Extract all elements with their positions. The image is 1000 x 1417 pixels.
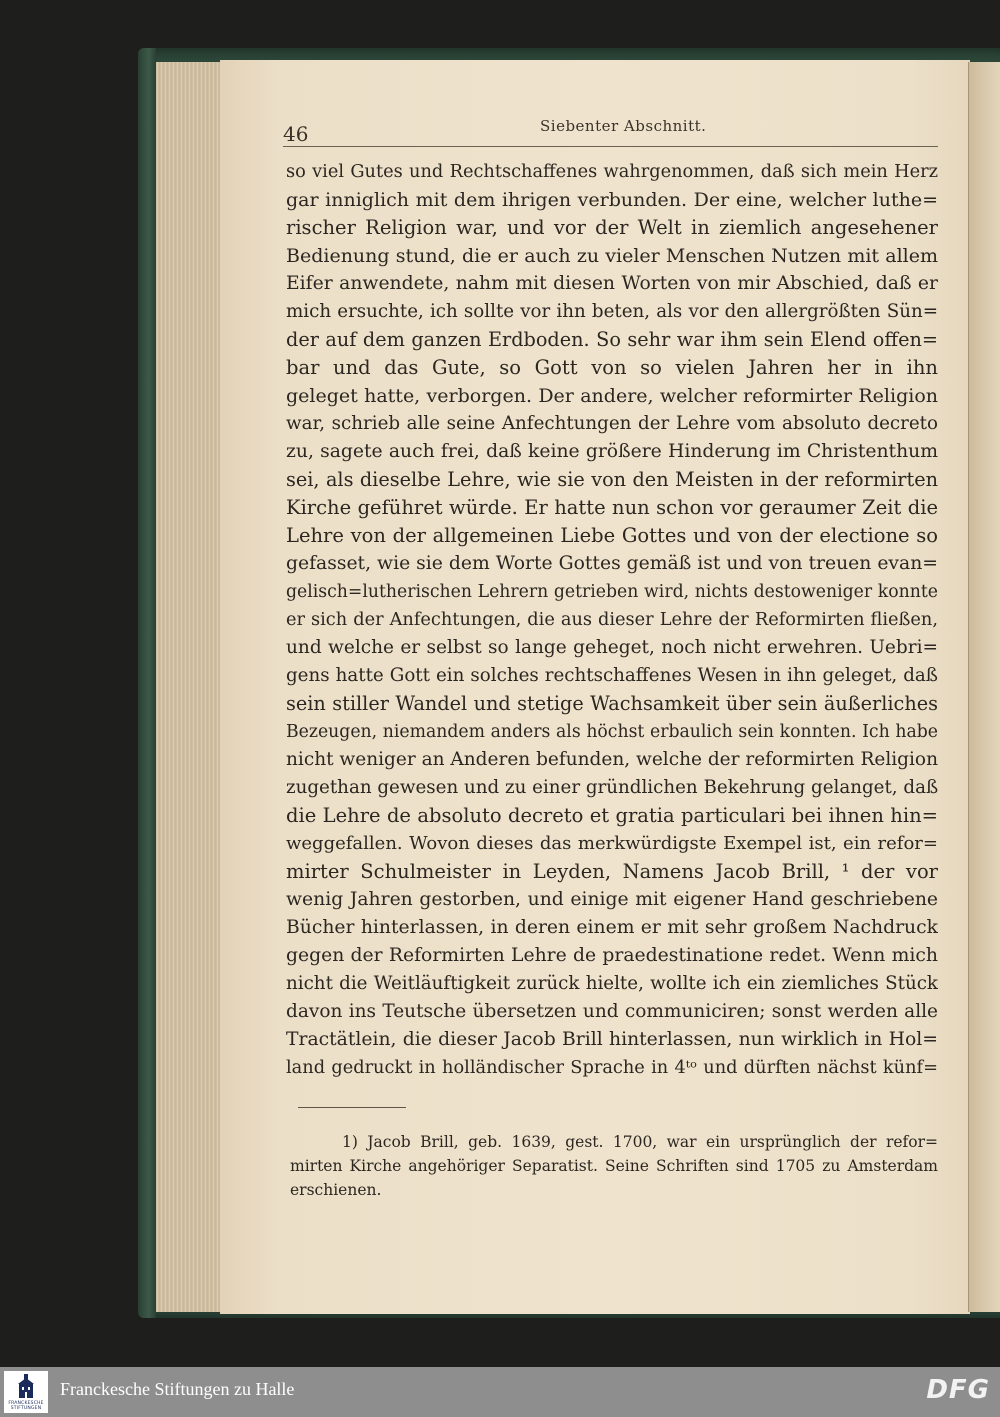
viewer-footer (0, 1367, 1000, 1417)
page-stack-edge (156, 62, 222, 1312)
dfg-logo[interactable]: DFG (926, 1375, 990, 1405)
text-line: er sich der Anfechtungen, die aus dieser Lehre der Reformirten fließen, (286, 610, 938, 630)
text-line: mirter Schulmeister in Leyden, Namens Jacob Brill, ¹ der vor (286, 860, 938, 883)
facing-page-edge (968, 62, 1000, 1312)
text-line: mich ersuchte, ich sollte vor ihn beten, als vor den allergrößten Sün= (286, 301, 938, 322)
footnote-line: mirten Kirche angehöriger Separatist. Seine Schriften sind 1705 zu Amsterdam (290, 1157, 938, 1175)
running-head: Siebenter Abschnitt. (540, 117, 707, 135)
text-line: weggefallen. Wovon dieses das merkwürdigste Exempel ist, ein refor= (286, 833, 938, 854)
text-line: Lehre von der allgemeinen Liebe Gottes und von der electione so (286, 524, 938, 547)
text-line: und welche er selbst so lange geheget, noch nicht erwehren. Uebri= (286, 637, 938, 658)
text-line: zu, sagete auch frei, daß keine größere Hinderung im Christenthum (286, 441, 938, 462)
institution-name[interactable]: Franckesche Stiftungen zu Halle (60, 1379, 295, 1399)
text-line: bar und das Gute, so Gott von so vielen Jahren her in ihn (286, 356, 938, 379)
footnote-line: erschienen. (290, 1181, 382, 1199)
text-line: so viel Gutes und Rechtschaffenes wahrgenommen, daß sich mein Herz (286, 162, 938, 182)
institution-logo[interactable] (4, 1371, 48, 1413)
page-number: 46 (283, 122, 309, 146)
footnote-line: 1) Jacob Brill, geb. 1639, gest. 1700, war ein ursprünglich der refor= (342, 1133, 938, 1151)
text-line: der auf dem ganzen Erdboden. So sehr war ihm sein Elend offen= (286, 328, 938, 351)
logo-caption: FRANCKESCHE STIFTUNGEN (8, 1401, 44, 1411)
text-line: gar inniglich mit dem ihrigen verbunden. Der eine, welcher luthe= (286, 189, 938, 211)
text-line: davon ins Teutsche übersetzen und communiciren; sonst werden alle (286, 1001, 938, 1022)
text-line: Kirche geführet würde. Er hatte nun schon vor geraumer Zeit die (286, 496, 938, 519)
text-line: gefasset, wie sie dem Worte Gottes gemäß ist und von treuen evan= (286, 553, 938, 574)
text-line: zugethan gewesen und zu einer gründlichen Bekehrung gelanget, daß (286, 777, 938, 798)
header-rule (283, 146, 938, 147)
text-line: gelisch=lutherischen Lehrern getrieben wird, nichts destoweniger konnte (286, 582, 938, 602)
text-line: Bezeugen, niemandem anders als höchst erbaulich sein konnten. Ich habe (286, 722, 938, 742)
text-line: Bücher hinterlassen, in deren einem er mit sehr großem Nachdruck (286, 917, 938, 938)
text-line: Bedienung stund, die er auch zu vieler Menschen Nutzen mit allem (286, 245, 938, 267)
text-line: war, schrieb alle seine Anfechtungen der Lehre vom absoluto decreto (286, 413, 938, 434)
footnotes (290, 1130, 938, 1202)
text-line: gegen der Reformirten Lehre de praedestinatione redet. Wenn mich (286, 945, 938, 966)
footnote-rule (298, 1107, 406, 1108)
text-line: land gedruckt in holländischer Sprache in 4ᵗᵒ und dürften nächst künf= (286, 1058, 938, 1078)
cover-spine-edge (138, 48, 156, 1318)
text-line: wenig Jahren gestorben, und einige mit eigener Hand geschriebene (286, 889, 938, 910)
orphanage-building-icon (16, 1374, 36, 1400)
text-line: sei, als dieselbe Lehre, wie sie von den Meisten in der reformirten (286, 468, 938, 491)
body-text (286, 158, 938, 1082)
text-line: nicht weniger an Anderen befunden, welche der reformirten Religion (286, 749, 938, 770)
text-line: gens hatte Gott ein solches rechtschaffenes Wesen in ihn geleget, daß (286, 665, 938, 686)
text-line: die Lehre de absoluto decreto et gratia particulari bei ihnen hin= (286, 804, 938, 827)
text-line: Tractätlein, die dieser Jacob Brill hinterlassen, nun wirklich in Hol= (286, 1029, 938, 1050)
text-line: sein stiller Wandel und stetige Wachsamkeit über sein äußerliches (286, 692, 938, 715)
text-line: Eifer anwendete, nahm mit diesen Worten von mir Abschied, daß er (286, 273, 938, 294)
text-line: nicht die Weitläuftigkeit zurück hielte, wollte ich ein ziemliches Stück (286, 973, 938, 994)
text-line: rischer Religion war, und vor der Welt in ziemlich angesehener (286, 216, 938, 239)
text-line: geleget hatte, verborgen. Der andere, welcher reformirter Religion (286, 385, 938, 407)
